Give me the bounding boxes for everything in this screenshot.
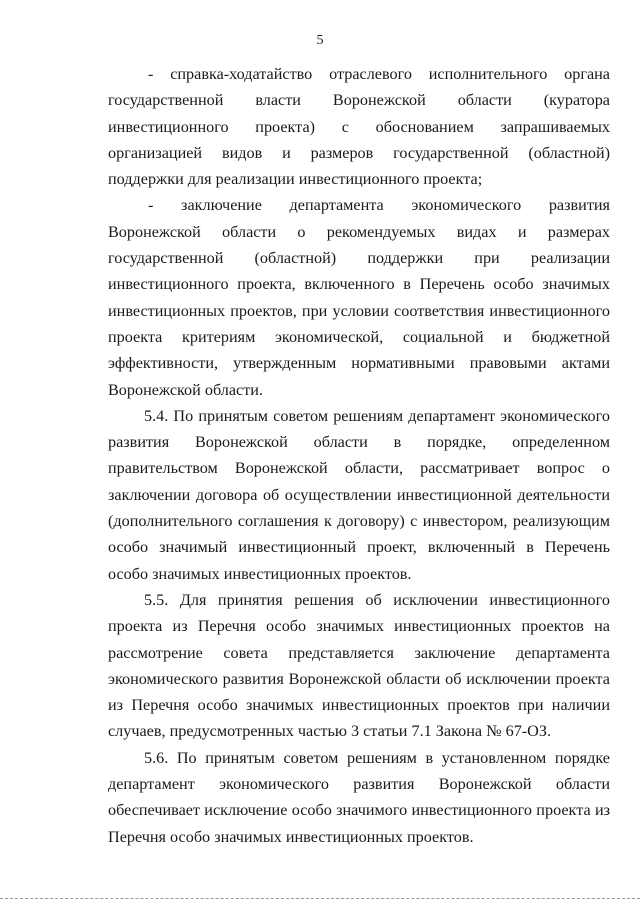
- document-body: [108, 61, 610, 850]
- paragraph-5-4: 5.4. По принятым советом решениям департамент экономического развития Воронежской области в порядке, определенном правительством Воронежской области, рассматривает вопрос о заключении договора об осуществлении инвестиционной деятельности (дополнительного соглашения к договору) с инвестором, реализующим особо значимый инвестиционный проект, включенный в Перечень особо значимых инвестиционных проектов.: [108, 406, 610, 583]
- page-number: 5: [316, 33, 324, 48]
- page-bottom-edge: [0, 898, 640, 899]
- paragraph-conclusion: - заключение департамента экономического развития Воронежской области о рекомендуемых видах и размерах государственной (областной) поддержки при реализации инвестиционного проекта, включенного в Перечень особо значимых инвестиционных проектов, при условии соответствия инвестиционного проекта критериям экономической, социальной и бюджетной эффективности, утвержденным нормативными правовыми актами Воронежской области.: [108, 196, 610, 399]
- paragraph-5-6: 5.6. По принятым советом решениям в установленном порядке департамент экономического развития Воронежской области обеспечивает исключение особо значимого инвестиционного проекта из Перечня особо значимых инвестиционных проектов.: [108, 748, 610, 846]
- paragraph-petition: - справка-ходатайство отраслевого исполнительного органа государственной власти Воронежской области (куратора инвестиционного проекта) с обоснованием запрашиваемых организацией видов и размеров государственной (областной) поддержки для реализации инвестиционного проекта;: [108, 65, 610, 189]
- paragraph-5-5: 5.5. Для принятия решения об исключении инвестиционного проекта из Перечня особо значимых инвестиционных проектов на рассмотрение совета представляется заключение департамента экономического развития Воронежской области об исключении проекта из Перечня особо значимых инвестиционных проектов при наличии случаев, предусмотренных частью 3 статьи 7.1 Закона № 67-ОЗ.: [108, 590, 610, 741]
